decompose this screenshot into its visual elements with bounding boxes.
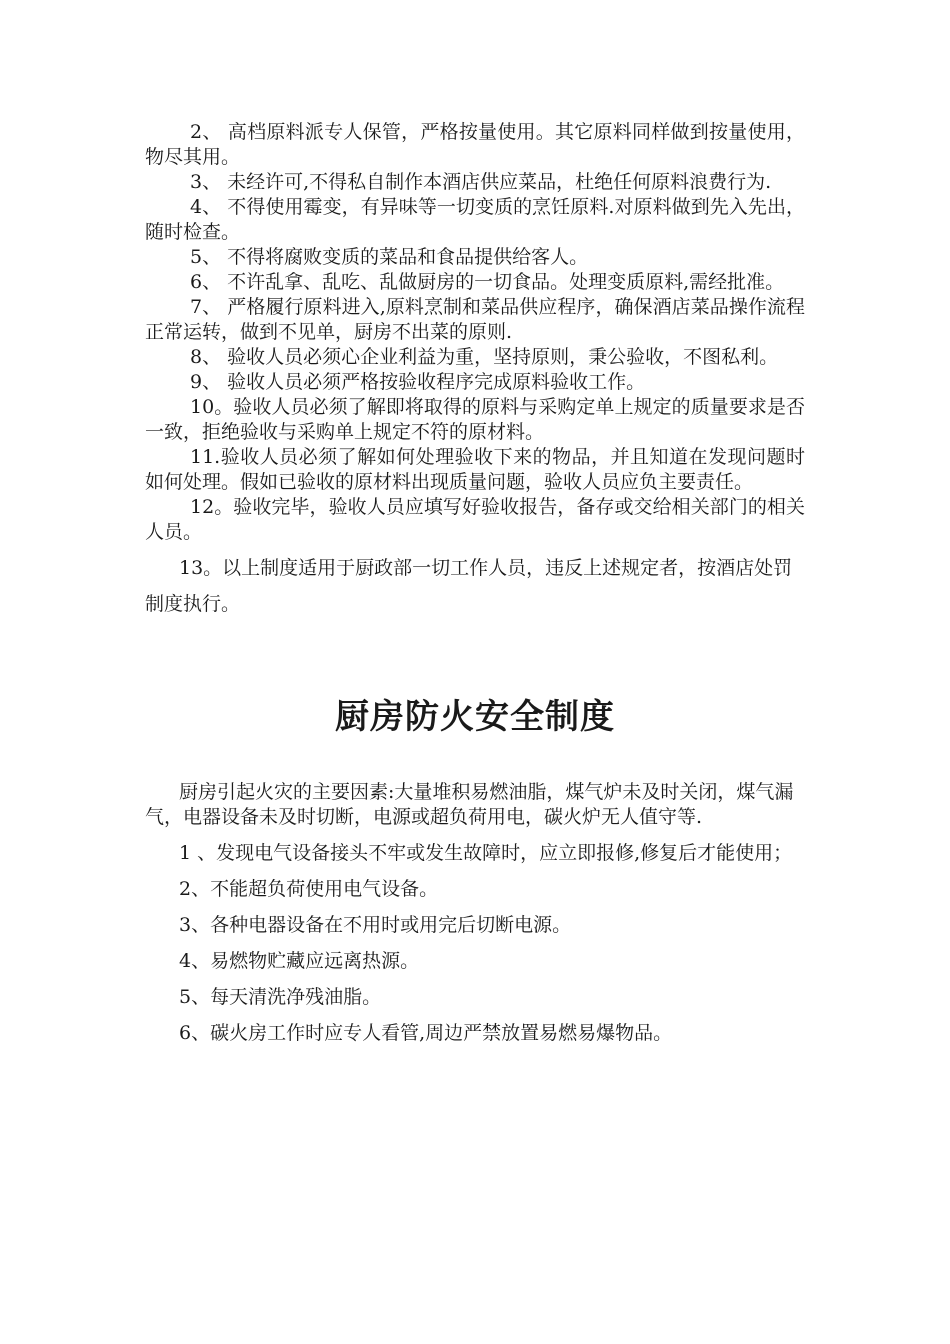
rule-item-4: 4、 不得使用霉变，有异味等一切变质的烹饪原料.对原料做到先入先出，随时检查。 <box>145 196 805 243</box>
fire-rule-4: 4、易燃物贮藏应远离热源。 <box>179 950 420 972</box>
fire-rule-5: 5、每天清洗净残油脂。 <box>179 986 382 1008</box>
fire-rule-2: 2、不能超负荷使用电气设备。 <box>179 878 439 900</box>
rule-item-9: 9、 验收人员必须严格按验收程序完成原料验收工作。 <box>190 371 646 393</box>
fire-rule-1: 1 、发现电气设备接头不牢或发生故障时，应立即报修,修复后才能使用； <box>179 842 793 864</box>
fire-rule-6: 6、碳火房工作时应专人看管,周边严禁放置易燃易爆物品。 <box>179 1022 673 1044</box>
section-title: 厨房防火安全制度 <box>335 697 615 737</box>
rule-item-3: 3、 未经许可,不得私自制作本酒店供应菜品，杜绝任何原料浪费行为. <box>190 171 772 193</box>
fire-rule-3: 3、各种电器设备在不用时或用完后切断电源。 <box>179 914 572 936</box>
rule-item-13: 13。以上制度适用于厨政部一切工作人员，违反上述规定者，按酒店处罚制度执行。 <box>145 557 793 615</box>
rule-item-7: 7、 严格履行原料进入,原料烹制和菜品供应程序，确保酒店菜品操作流程正常运转，做到不见单，厨房不出菜的原则. <box>145 296 805 343</box>
rule-item-8: 8、 验收人员必须心企业利益为重，坚持原则，秉公验收，不图私利。 <box>190 346 779 368</box>
rule-item-11: 11.验收人员必须了解如何处理验收下来的物品，并且知道在发现问题时如何处理。假如已验收的原材料出现质量问题，验收人员应负主要责任。 <box>145 446 805 493</box>
fire-intro-paragraph: 厨房引起火灾的主要因素:大量堆积易燃油脂，煤气炉未及时关闭，煤气漏气，电器设备未及时切断，电源或超负荷用电，碳火炉无人值守等. <box>145 781 794 828</box>
rule-item-5: 5、 不得将腐败变质的菜品和食品提供给客人。 <box>190 246 589 268</box>
rule-item-2: 2、 高档原料派专人保管，严格按量使用。其它原料同样做到按量使用，物尽其用。 <box>145 121 805 168</box>
document-page <box>145 120 805 1046</box>
rule-item-10: 10。验收人员必须了解即将取得的原料与采购定单上规定的质量要求是否一致，拒绝验收与采购单上规定不符的原材料。 <box>145 396 805 443</box>
rule-item-12: 12。验收完毕，验收人员应填写好验收报告，备存或交给相关部门的相关人员。 <box>145 496 805 543</box>
rule-item-6: 6、 不许乱拿、乱吃、乱做厨房的一切食品。处理变质原料,需经批准。 <box>190 271 785 293</box>
